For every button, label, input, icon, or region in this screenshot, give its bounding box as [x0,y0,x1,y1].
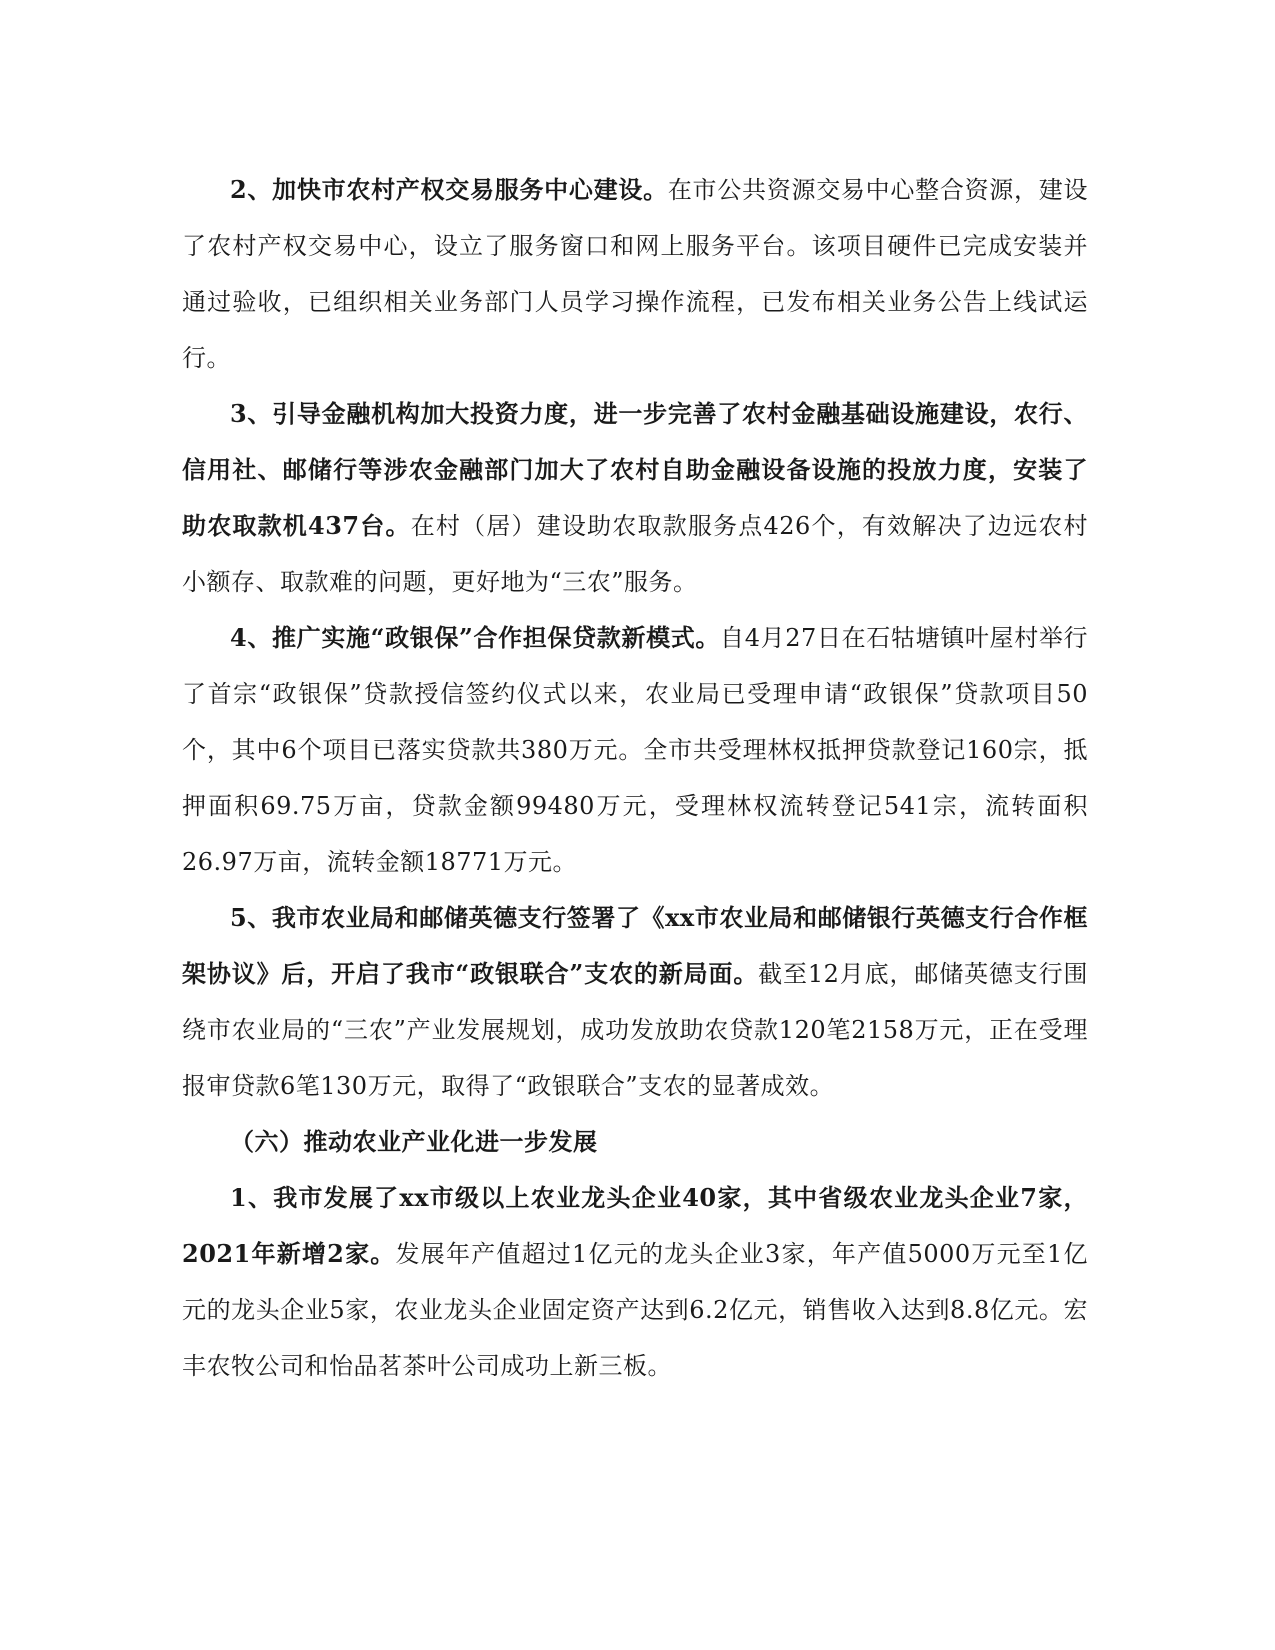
paragraph-lead: 4、推广实施“政银保”合作担保贷款新模式。 [230,623,721,652]
paragraph-financial-infrastructure [182,386,1088,610]
paragraph-body: 发展年产值超过1亿元的龙头企业3家，年产值5000万元至1亿元的龙头企业5家，农业龙头企业固定资产达到6.2亿元，销售收入达到8.8亿元。宏丰农牧公司和怡品茗茶叶公司成功上新三板。 [182,1240,1089,1380]
paragraph-lead: 5、我市农业局和邮储英德支行签署了《xx市农业局和邮储银行英德支行合作框架协议》后，开启了我市“政银联合”支农的新局面。 [182,903,1088,988]
paragraph-lead: 3、引导金融机构加大投资力度，进一步完善了农村金融基础设施建设，农行、信用社、邮储行等涉农金融部门加大了农村自助金融设备设施的投放力度，安装了助农取款机437台。 [182,399,1088,540]
paragraph-leading-enterprises [182,1170,1088,1394]
paragraph-body: 截至12月底，邮储英德支行围绕市农业局的“三农”产业发展规划，成功发放助农贷款120笔2158万元，正在受理报审贷款6笔130万元，取得了“政银联合”支农的显著成效。 [182,960,1088,1100]
paragraph-rural-property-exchange [182,162,1088,386]
paragraph-lead: 1、我市发展了xx市级以上农业龙头企业40家，其中省级农业龙头企业7家，2021年新增2家。 [182,1183,1088,1268]
paragraph-lead: 2、加快市农村产权交易服务中心建设。 [230,175,668,204]
paragraph-body: 在村（居）建设助农取款服务点426个，有效解决了边远农村小额存、取款难的问题，更好地为“三农”服务。 [182,512,1088,596]
paragraph-gov-bank-insurance [182,610,1088,890]
paragraph-body: 在市公共资源交易中心整合资源，建设了农村产权交易中心，设立了服务窗口和网上服务平台。该项目硬件已完成安装并通过验收，已组织相关业务部门人员学习操作流程，已发布相关业务公告上线试运行。 [182,176,1088,372]
document-page [182,162,1088,1394]
section-heading: （六）推动农业产业化进一步发展 [230,1127,598,1156]
paragraph-body: 自4月27日在石牯塘镇叶屋村举行了首宗“政银保”贷款授信签约仪式以来，农业局已受理申请“政银保”贷款项目50个，其中6个项目已落实贷款共380万元。全市共受理林权抵押贷款登记160宗，抵押面积69.75万亩，贷款金额99480万元，受理林权流转登记541宗，流转面积26.97万亩，流转金额18771万元。 [182,624,1089,876]
paragraph-postal-savings-agreement [182,890,1088,1114]
